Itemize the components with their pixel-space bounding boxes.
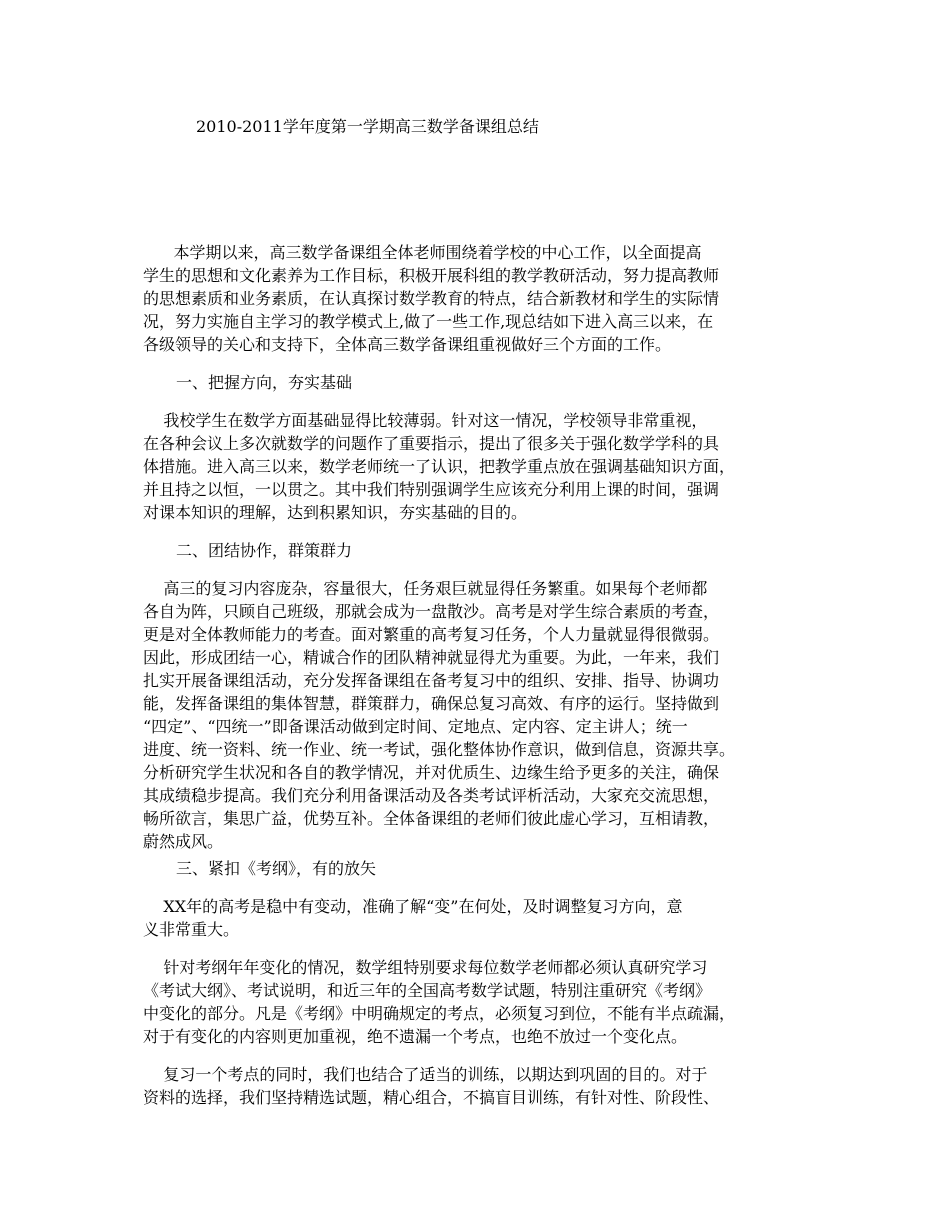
paragraph-line: “四定”、“四统一”即备课活动做到定时间、定地点、定内容、定主讲人；统一 <box>143 717 688 736</box>
section-heading-3: 三、紧扣《考纲》，有的放矢 <box>176 859 377 878</box>
paragraph-line: 各级领导的关心和支持下，全体高三数学备课组重视做好三个方面的工作。 <box>143 335 672 354</box>
paragraph-line: 对于有变化的内容则更加重视，绝不遗漏一个考点，也绝不放过一个变化点。 <box>143 1027 688 1046</box>
section-heading-2: 二、团结协作，群策群力 <box>176 541 353 560</box>
section-3-paragraph-2 <box>143 956 823 1048</box>
paragraph-line: 因此，形成团结一心，精诚合作的团队精神就显得尤为重要。为此，一年来，我们 <box>143 648 720 667</box>
section-3-paragraph-1 <box>143 895 823 941</box>
paragraph-line: 体措施。进入高三以来，数学老师统一了认识，把教学重点放在强调基础知识方面， <box>143 457 736 476</box>
paragraph-line: 针对考纲年年变化的情况，数学组特别要求每位数学老师都必须认真研究学习 <box>143 958 708 977</box>
paragraph-line: 分析研究学生状况和各自的教学情况，并对优质生、边缘生给予更多的关注，确保 <box>143 763 720 782</box>
paragraph-line: 学生的思想和文化素养为工作目标，积极开展科组的教学教研活动，努力提高教师 <box>143 266 720 285</box>
section-2-paragraph <box>143 577 823 853</box>
section-3-paragraph-3 <box>143 1063 823 1109</box>
section-1-paragraph <box>143 409 823 524</box>
paragraph-line: 资料的选择，我们坚持精选试题，精心组合，不搞盲目训练，有针对性、阶段性、 <box>143 1088 720 1107</box>
paragraph-line: 中变化的部分。凡是《考纲》中明确规定的考点，必须复习到位，不能有半点疏漏， <box>143 1004 736 1023</box>
paragraph-line: 扎实开展备课组活动，充分发挥备课组在备考复习中的组织、安排、指导、协调功 <box>143 671 720 690</box>
paragraph-line: 我校学生在数学方面基础显得比较薄弱。针对这一情况，学校领导非常重视， <box>143 411 708 430</box>
paragraph-line: 对课本知识的理解，达到积累知识，夯实基础的目的。 <box>143 503 528 522</box>
paragraph-line: 更是对全体教师能力的考查。面对繁重的高考复习任务，个人力量就显得很微弱。 <box>143 625 720 644</box>
paragraph-line: XX年的高考是稳中有变动，准确了解“变”在何处，及时调整复习方向，意 <box>143 897 683 916</box>
paragraph-line: 义非常重大。 <box>143 920 240 939</box>
paragraph-line: 蔚然成风。 <box>143 832 224 851</box>
intro-paragraph <box>143 241 823 356</box>
paragraph-line: 高三的复习内容庞杂，容量很大，任务艰巨就显得任务繁重。如果每个老师都 <box>143 579 708 598</box>
paragraph-line: 畅所欲言，集思广益，优势互补。全体备课组的老师们彼此虚心学习，互相请教， <box>143 809 720 828</box>
paragraph-line: 况，努力实施自主学习的教学模式上,做了一些工作,现总结如下进入高三以来，在 <box>143 312 714 331</box>
paragraph-line: 本学期以来，高三数学备课组全体老师围绕着学校的中心工作，以全面提高 <box>143 243 702 262</box>
paragraph-line: 在各种会议上多次就数学的问题作了重要指示，提出了很多关于强化数学学科的具 <box>143 434 720 453</box>
paragraph-line: 各自为阵，只顾自己班级，那就会成为一盘散沙。高考是对学生综合素质的考查， <box>143 602 720 621</box>
paragraph-line: 其成绩稳步提高。我们充分利用备课活动及各类考试评析活动，大家充交流思想， <box>143 786 720 805</box>
paragraph-line: 的思想素质和业务素质，在认真探讨数学教育的特点，结合新教材和学生的实际情 <box>143 289 720 308</box>
paragraph-line: 并且持之以恒，一以贯之。其中我们特别强调学生应该充分利用上课的时间，强调 <box>143 480 720 499</box>
section-heading-1: 一、把握方向，夯实基础 <box>176 373 353 392</box>
paragraph-line: 复习一个考点的同时，我们也结合了适当的训练，以期达到巩固的目的。对于 <box>143 1065 708 1084</box>
paragraph-line: 《考试大纲》、考试说明，和近三年的全国高考数学试题，特别注重研究《考纲》 <box>143 981 712 1000</box>
document-title: 2010-2011学年度第一学期高三数学备课组总结 <box>196 117 539 136</box>
paragraph-line: 进度、统一资料、统一作业、统一考试，强化整体协作意识，做到信息，资源共享。 <box>143 740 736 759</box>
paragraph-line: 能，发挥备课组的集体智慧，群策群力，确保总复习高效、有序的运行。坚持做到 <box>143 694 720 713</box>
